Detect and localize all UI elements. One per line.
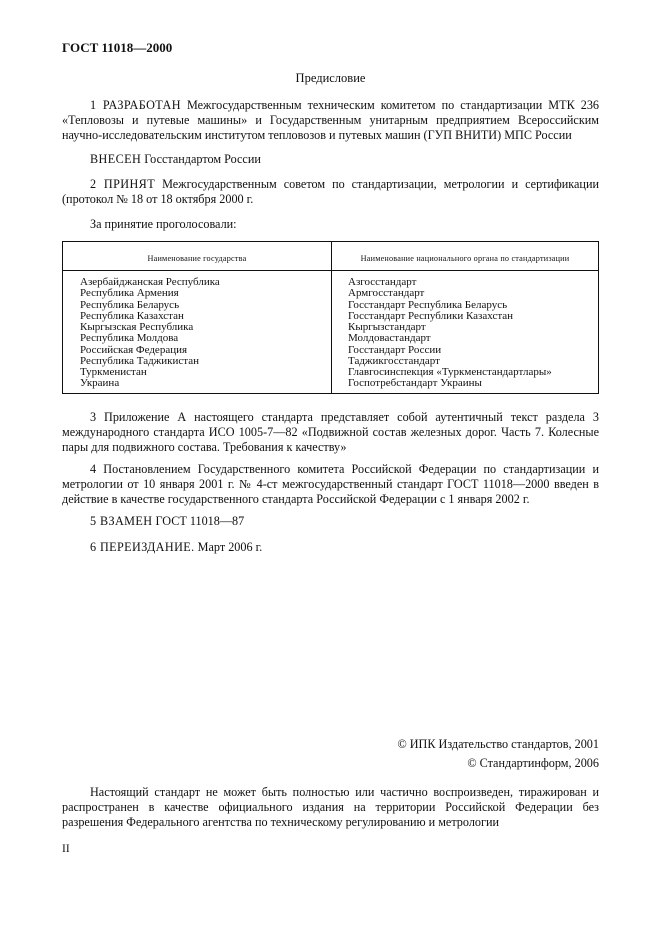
document-header: ГОСТ 11018—2000 — [62, 40, 173, 55]
paragraph-introduced-text: Госстандартом России — [141, 152, 261, 166]
paragraph-annex: 3 Приложение А настоящего стандарта представляет собой аутентичный текст раздела 3 международного стандарта ИСО 1005-7—82 «Подвижной состав железных дорог. Часть 7. Колесные пары для подвижного состава. Требования к качеству» — [62, 410, 599, 454]
table-header-body: Наименование национального органа по стандартизации — [360, 254, 570, 263]
copyright-standartinform: © Стандартинформ, 2006 — [467, 756, 599, 770]
table-cell-state: Республика Беларусь — [80, 298, 180, 311]
paragraph-adopted-lead: 2 ПРИНЯТ — [90, 177, 156, 191]
paragraph-replaces-lead: 5 ВЗАМЕН — [90, 514, 153, 528]
table-cell-body: Главгосинспекция «Туркменстандартлары» — [348, 366, 552, 378]
paragraph-replaces — [62, 514, 599, 529]
page-number: II — [62, 843, 70, 855]
table-cell-body: Таджикгосстандарт — [348, 354, 440, 367]
table-cell-body: Госстандарт Республики Казахстан — [348, 309, 514, 322]
table-header-divider — [63, 270, 598, 271]
table-cell-state: Республика Армения — [80, 287, 179, 300]
table-cell-state: Республика Казахстан — [80, 309, 184, 322]
table-cell-body: Молдовастандарт — [348, 332, 431, 345]
section-title: Предисловие — [295, 71, 366, 85]
paragraph-reissue-lead: 6 ПЕРЕИЗДАНИЕ. — [90, 540, 195, 554]
table-cell-state: Республика Молдова — [80, 332, 179, 345]
table-cell-state: Республика Таджикистан — [80, 354, 199, 367]
paragraph-introduced-lead: ВНЕСЕН — [90, 152, 142, 166]
table-cell-body: Армгосстандарт — [348, 287, 425, 300]
table-cell-state: Туркменистан — [80, 366, 147, 378]
paragraph-developed-lead: 1 РАЗРАБОТАН — [90, 98, 181, 112]
table-cell-state: Азербайджанская Республика — [80, 276, 220, 288]
paragraph-reissue — [62, 540, 599, 555]
paragraph-resolution: 4 Постановлением Государственного комитета Российской Федерации по стандартизации и метрологии от 10 января 2001 г. № 4-ст межгосударственный стандарт ГОСТ 11018—2000 введен в действие в качестве государственного стандарта Российской Федерации с 1 января 2002 г. — [62, 462, 599, 506]
table-cell-body: Азгосстандарт — [348, 276, 417, 288]
table-cell-state: Российская Федерация — [80, 343, 188, 356]
table-cell-body: Госпотребстандарт Украины — [348, 377, 482, 390]
paragraph-voted: За принятие проголосовали: — [90, 217, 237, 231]
paragraph-reissue-text: Март 2006 г. — [194, 540, 263, 554]
paragraph-developed-text: Межгосударственным техническим комитетом по стандартизации МТК 236 «Тепловозы и путевые машины» и Государственным унитарным предприятием Всероссийским научно-исследовательским институтом тепловозов и путевых машин (ГУП ВНИТИ) МПС России — [62, 98, 600, 142]
paragraph-adopted-text: Межгосударственным советом по стандартизации, метрологии и сертификации (протокол № 18 от 18 октября 2000 г. — [62, 177, 599, 206]
paragraph-replaces-text: ГОСТ 11018—87 — [152, 514, 245, 528]
table-column-states — [80, 277, 220, 390]
table-column-bodies — [348, 277, 552, 390]
paragraph-developed — [62, 98, 599, 143]
table-cell-body: Госстандарт России — [348, 343, 442, 356]
voting-table — [62, 241, 599, 394]
table-cell-body: Госстандарт Республика Беларусь — [348, 298, 508, 311]
copyright-publisher: © ИПК Издательство стандартов, 2001 — [397, 737, 599, 751]
table-cell-state: Украина — [80, 377, 120, 390]
paragraph-introduced — [62, 152, 599, 167]
table-cell-state: Кыргызская Республика — [80, 321, 194, 333]
paragraph-adopted — [62, 177, 599, 207]
table-header-state: Наименование государства — [147, 254, 247, 263]
table-cell-body: Кыргызстандарт — [348, 321, 426, 333]
reproduction-notice: Настоящий стандарт не может быть полностью или частично воспроизведен, тиражирован и распространен в качестве официального издания на территории Российской Федерации без разрешения Федерального агентства по техническому регулированию и метрологии — [62, 785, 599, 829]
